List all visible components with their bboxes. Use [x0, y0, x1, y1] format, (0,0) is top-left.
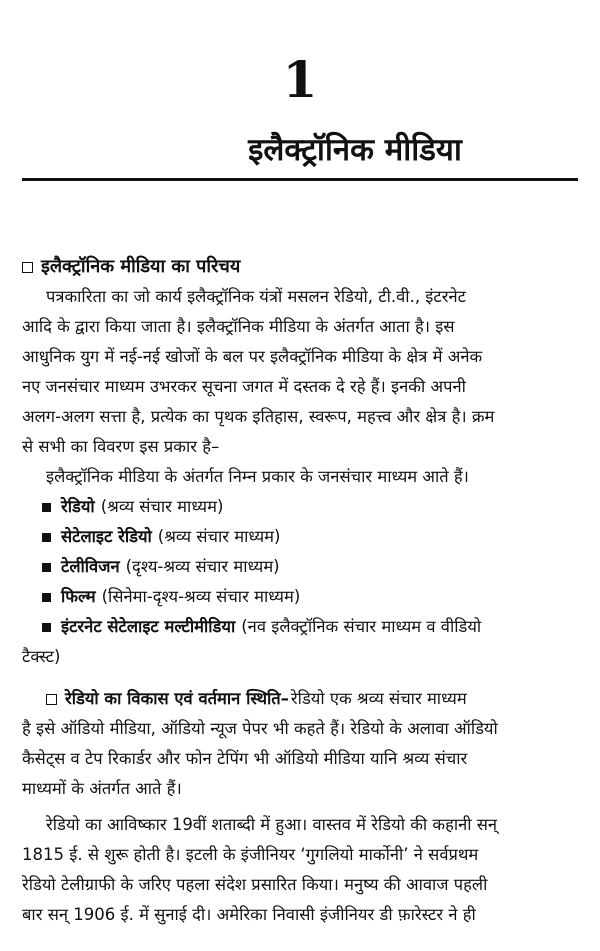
- list-item-term: इंटरनेट सेटेलाइट मल्टीमीडिया: [61, 617, 236, 636]
- chapter-number: 1: [282, 50, 318, 109]
- paragraph-line: नए जनसंचार माध्यम उभरकर सूचना जगत में दस्तक दे रहे हैं। इनकी अपनी: [22, 377, 466, 396]
- list-item-desc: (श्रव्य संचार माध्यम): [100, 497, 224, 516]
- paragraph-line: रेडियो टेलीग्राफी के जरिए पहला संदेश प्रसारित किया। मनुष्य की आवाज पहली: [22, 875, 488, 894]
- hollow-square-icon: [22, 262, 33, 273]
- paragraph-line: से सभी का विवरण इस प्रकार है–: [22, 437, 220, 456]
- list-item: [22, 612, 578, 642]
- list-item: [22, 552, 578, 582]
- paragraph-line: रेडियो का आविष्कार 19वीं शताब्दी में हुआ। वास्तव में रेडियो की कहानी सन्: [46, 815, 498, 834]
- section-heading-text: इलैक्ट्रॉनिक मीडिया का परिचय: [41, 256, 241, 277]
- chapter-title: इलैक्ट्रॉनिक मीडिया: [248, 132, 462, 168]
- paragraph-line: कैसेट्स व टेप रिकार्डर और फोन टेपिंग भी ऑडियो मीडिया यानि श्रव्य संचार: [22, 749, 468, 768]
- list-item-term: रेडियो: [61, 497, 95, 516]
- hollow-square-icon: [46, 694, 57, 705]
- paragraph-line: अलग-अलग सत्ता है, प्रत्येक का पृथक इतिहास, स्वरूप, महत्त्व और क्षेत्र है। क्रम: [22, 407, 495, 426]
- list-item: [22, 522, 578, 552]
- section-heading-radio: [22, 684, 578, 714]
- filled-square-icon: [42, 623, 51, 632]
- list-item-desc: (श्रव्य संचार माध्यम): [157, 527, 281, 546]
- paragraph-line: आधुनिक युग में नई-नई खोजों के बल पर इलैक्ट्रॉनिक मीडिया के क्षेत्र में अनेक: [22, 347, 483, 366]
- page-body: [22, 252, 578, 930]
- paragraph-line: पत्रकारिता का जो कार्य इलैक्ट्रॉनिक यंत्रों मसलन रेडियो, टी.वी., इंटरनेट: [46, 287, 466, 306]
- section-heading-intro: [22, 252, 578, 282]
- filled-square-icon: [42, 503, 51, 512]
- list-item-term: फिल्म: [61, 587, 96, 606]
- filled-square-icon: [42, 593, 51, 602]
- list-item: [22, 492, 578, 522]
- list-item-continuation: टैक्स्ट): [22, 647, 61, 666]
- paragraph-line: बार सन् 1906 ई. में सुनाई दी। अमेरिका निवासी इंजीनियर डी फ़ारेस्टर ने ही: [22, 905, 476, 924]
- list-intro: इलैक्ट्रॉनिक मीडिया के अंतर्गत निम्न प्रकार के जनसंचार माध्यम आते हैं।: [46, 467, 469, 486]
- title-divider: [22, 178, 578, 181]
- paragraph-line: है इसे ऑडियो मीडिया, ऑडियो न्यूज पेपर भी कहते हैं। रेडियो के अलावा ऑडियो: [22, 719, 498, 738]
- filled-square-icon: [42, 533, 51, 542]
- list-item: [22, 582, 578, 612]
- paragraph-text: रेडियो एक श्रव्य संचार माध्यम: [290, 689, 467, 708]
- filled-square-icon: [42, 563, 51, 572]
- list-item-term: टेलीविजन: [61, 557, 120, 576]
- paragraph-line: माध्यमों के अंतर्गत आते हैं।: [22, 779, 182, 798]
- list-item-desc: (सिनेमा-दृश्य-श्रव्य संचार माध्यम): [101, 587, 301, 606]
- list-item-desc: (नव इलैक्ट्रॉनिक संचार माध्यम व वीडियो: [241, 617, 482, 636]
- list-item-desc: (दृश्य-श्रव्य संचार माध्यम): [125, 557, 280, 576]
- paragraph-line: 1815 ई. से शुरू होती है। इटली के इंजीनियर ‘गुगलियो मार्कोनी’ ने सर्वप्रथम: [22, 845, 479, 864]
- list-item-term: सेटेलाइट रेडियो: [61, 527, 152, 546]
- section-heading-text: रेडियो का विकास एवं वर्तमान स्थिति–: [65, 689, 289, 708]
- paragraph-line: आदि के द्वारा किया जाता है। इलैक्ट्रॉनिक मीडिया के अंतर्गत आता है। इस: [22, 317, 455, 336]
